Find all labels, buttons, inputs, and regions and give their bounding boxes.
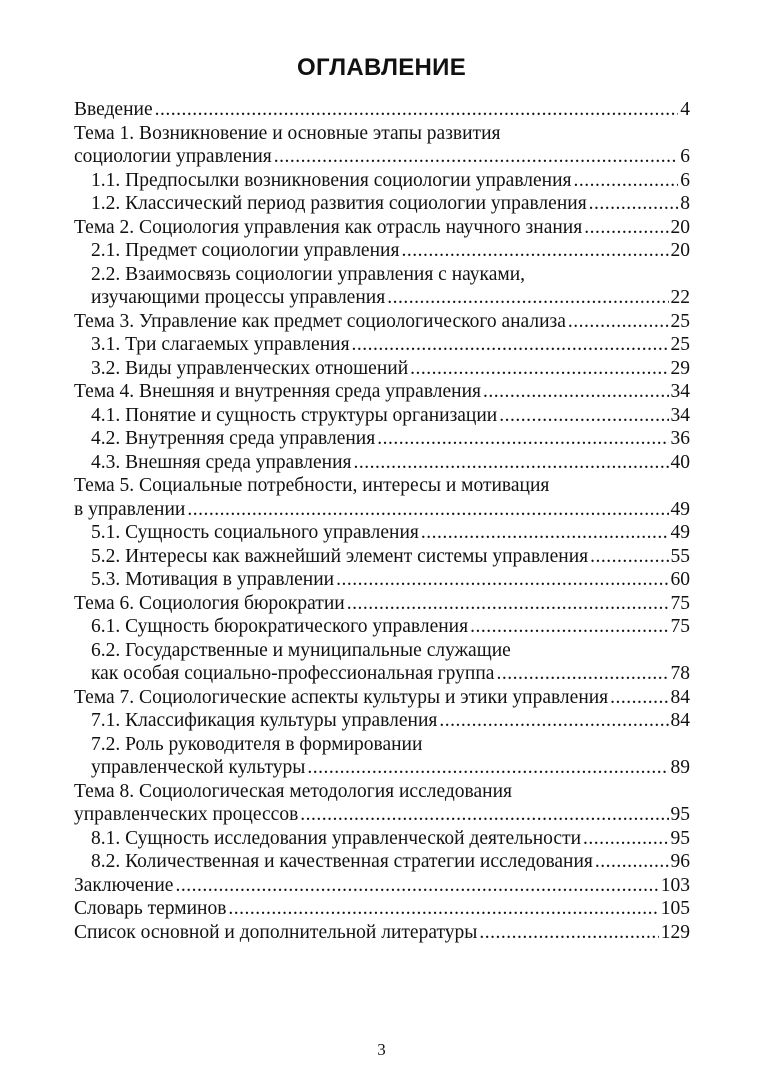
toc-entry-row xyxy=(74,897,690,921)
toc-entry-row xyxy=(74,310,690,334)
dot-leader xyxy=(401,239,668,263)
toc-entry-page: 49 xyxy=(670,498,690,520)
toc-entry xyxy=(74,780,690,827)
toc-entry xyxy=(74,216,690,240)
toc-entry-page: 36 xyxy=(670,428,690,449)
dot-leader xyxy=(496,662,668,686)
toc-entry-page: 20 xyxy=(670,240,690,261)
dot-leader xyxy=(377,427,668,451)
toc-entry-page: 49 xyxy=(670,522,690,543)
toc-entry-page: 96 xyxy=(670,851,690,872)
toc-entry-title: Тема 7. Социологические аспекты культуры и этики управления xyxy=(74,686,609,708)
toc-entry-title: 3.2. Виды управленческих отношений xyxy=(91,357,409,379)
toc-entry-row xyxy=(74,498,690,522)
toc-entry xyxy=(74,122,690,169)
toc-entry xyxy=(74,263,690,310)
toc-entry xyxy=(74,850,690,874)
dot-leader xyxy=(583,827,668,851)
dot-leader xyxy=(584,216,668,240)
toc-entry-title: управленческой культуры xyxy=(91,757,306,778)
dot-leader xyxy=(410,357,668,381)
dot-leader xyxy=(347,592,669,616)
toc-entry-page: 25 xyxy=(670,310,690,332)
toc-entry-title: как особая социально-профессиональная группа xyxy=(91,663,495,684)
toc-entry-page: 29 xyxy=(670,357,690,379)
toc-entry-title: 1.1. Предпосылки возникновения социологии управления xyxy=(91,169,572,191)
toc-entry-page: 95 xyxy=(670,804,690,825)
dot-leader xyxy=(175,874,658,898)
toc-entry-title: 8.2. Количественная и качественная стратегии исследования xyxy=(91,851,593,872)
toc-entry-title: Список основной и дополнительной литературы xyxy=(74,921,478,943)
toc-entry-title: Тема 4. Внешняя и внутренняя среда управления xyxy=(74,381,481,402)
toc-entry-title: 5.2. Интересы как важнейший элемент системы управления xyxy=(91,545,589,567)
page-title: ОГЛАВЛЕНИЕ xyxy=(296,54,467,81)
toc-entry xyxy=(74,827,690,851)
toc-entry xyxy=(74,451,690,475)
toc-entry-title-line: 7.2. Роль руководителя в формировании xyxy=(91,733,423,755)
toc-entry-row xyxy=(74,216,690,240)
toc-entry-row xyxy=(91,756,690,780)
toc-entry-page: 89 xyxy=(670,757,690,778)
dot-leader xyxy=(574,169,679,193)
toc-entry-page: 6 xyxy=(680,169,690,191)
toc-entry-row xyxy=(91,333,690,357)
toc-entry-title: изучающими процессы управления xyxy=(91,287,386,308)
dot-leader xyxy=(336,568,668,592)
dot-leader xyxy=(610,686,668,710)
toc-entry-page: 84 xyxy=(670,686,690,708)
toc-entry-title: Тема 2. Социология управления как отрасль научного знания xyxy=(74,216,583,238)
toc-entry-row xyxy=(91,827,690,851)
toc-entry-title: управленческих процессов xyxy=(74,804,299,825)
toc-entry-title: 3.1. Три слагаемых управления xyxy=(91,334,350,355)
toc-entry xyxy=(74,357,690,381)
toc-entry xyxy=(74,615,690,639)
toc-entry-page: 40 xyxy=(670,451,690,473)
toc-entry-page: 4 xyxy=(680,99,690,120)
toc-entry-row xyxy=(91,545,690,569)
toc-entry-page: 34 xyxy=(670,404,690,426)
toc-entry-row xyxy=(91,850,690,874)
toc-entry-page: 8 xyxy=(680,193,690,214)
toc-entry-page: 6 xyxy=(680,146,690,167)
toc-entry xyxy=(74,169,690,193)
dot-leader xyxy=(590,545,668,569)
dot-leader xyxy=(187,498,668,522)
toc-entry-title: Введение xyxy=(74,99,153,120)
toc-entry-title-line: Тема 5. Социальные потребности, интересы и мотивация xyxy=(74,475,550,496)
toc-entry xyxy=(74,897,690,921)
dot-leader xyxy=(155,98,679,122)
toc-entry-row xyxy=(74,98,690,122)
toc-entry-title: 8.1. Сущность исследования управленческой деятельности xyxy=(91,827,582,849)
toc-entry-row xyxy=(74,145,690,169)
toc-entry-row xyxy=(74,380,690,404)
toc-entry xyxy=(74,521,690,545)
toc-entry xyxy=(74,545,690,569)
toc-entry-row xyxy=(91,451,690,475)
toc-entry-title-line: 2.2. Взаимосвязь социологии управления с науками, xyxy=(91,263,526,285)
toc-entry-row xyxy=(74,686,690,710)
dot-leader xyxy=(300,803,668,827)
toc-entry xyxy=(74,592,690,616)
toc-entry xyxy=(74,921,690,945)
toc-entry-row xyxy=(91,427,690,451)
toc-entry-title: Тема 3. Управление как предмет социологического анализа xyxy=(74,310,566,332)
toc-entry-row xyxy=(91,709,690,733)
dot-leader xyxy=(479,921,658,945)
toc-entry-page: 55 xyxy=(670,545,690,567)
toc-entry-title: 4.1. Понятие и сущность структуры организации xyxy=(91,404,498,426)
toc-entry-row xyxy=(91,192,690,216)
toc-entry-page: 129 xyxy=(660,921,690,943)
toc-entry-page: 22 xyxy=(670,287,690,308)
toc-entry-row xyxy=(91,521,690,545)
page-number: 3 xyxy=(377,1040,386,1059)
toc-entry-title: 6.1. Сущность бюрократического управления xyxy=(91,616,469,637)
dot-leader xyxy=(228,897,658,921)
toc-entry xyxy=(74,310,690,334)
toc-entry-page: 60 xyxy=(670,569,690,590)
dot-leader xyxy=(307,756,668,780)
toc-entry xyxy=(74,733,690,780)
toc-entry xyxy=(74,98,690,122)
toc-entry-row xyxy=(74,921,690,945)
dot-leader xyxy=(499,404,668,428)
dot-leader xyxy=(470,615,668,639)
toc-entry xyxy=(74,239,690,263)
dot-leader xyxy=(439,709,668,733)
toc-entry-page: 75 xyxy=(670,616,690,637)
dot-leader xyxy=(354,451,669,475)
toc-entry-row xyxy=(91,404,690,428)
toc-entry-title: Заключение xyxy=(74,874,174,896)
toc-entry-page: 105 xyxy=(660,898,690,919)
dot-leader xyxy=(483,380,669,404)
dot-leader xyxy=(352,333,669,357)
toc-entry-row xyxy=(91,615,690,639)
toc-entry-title: 4.3. Внешняя среда управления xyxy=(91,451,352,473)
table-of-contents xyxy=(74,98,690,944)
toc-entry-page: 95 xyxy=(670,827,690,849)
toc-entry-page: 78 xyxy=(670,663,690,684)
toc-entry-row xyxy=(74,803,690,827)
toc-entry-title: 1.2. Классический период развития социологии управления xyxy=(91,193,587,214)
toc-entry-title: в управлении xyxy=(74,498,186,520)
toc-entry xyxy=(74,874,690,898)
toc-entry-title-line: 6.2. Государственные и муниципальные служащие xyxy=(91,639,511,661)
toc-entry-title: 2.1. Предмет социологии управления xyxy=(91,240,400,261)
toc-entry-title-line: Тема 8. Социологическая методология исследования xyxy=(74,780,512,802)
toc-entry-row xyxy=(91,568,690,592)
toc-entry-title: 5.1. Сущность социального управления xyxy=(91,522,419,543)
toc-entry-title: 7.1. Классификация культуры управления xyxy=(91,710,438,731)
dot-leader xyxy=(595,850,669,874)
toc-entry-title: Тема 6. Социология бюрократии xyxy=(74,592,345,614)
dot-leader xyxy=(421,521,669,545)
toc-entry-page: 103 xyxy=(660,874,690,896)
toc-entry-row xyxy=(91,662,690,686)
toc-entry xyxy=(74,568,690,592)
toc-entry-title-line: Тема 1. Возникновение и основные этапы развития xyxy=(74,122,501,144)
toc-entry-page: 25 xyxy=(670,334,690,355)
toc-entry-page: 20 xyxy=(670,216,690,238)
toc-entry xyxy=(74,686,690,710)
dot-leader xyxy=(589,192,679,216)
dot-leader xyxy=(387,286,668,310)
toc-entry-row xyxy=(74,592,690,616)
toc-entry-title: социологии управления xyxy=(74,146,272,167)
toc-entry-title: 5.3. Мотивация в управлении xyxy=(91,569,335,590)
toc-entry-page: 34 xyxy=(670,381,690,402)
toc-entry xyxy=(74,404,690,428)
toc-entry xyxy=(74,192,690,216)
toc-entry xyxy=(74,427,690,451)
toc-entry-title: Словарь терминов xyxy=(74,898,227,919)
toc-entry-row xyxy=(91,169,690,193)
toc-entry xyxy=(74,639,690,686)
dot-leader xyxy=(568,310,669,334)
toc-entry-row xyxy=(91,286,690,310)
toc-entry-title: 4.2. Внутренняя среда управления xyxy=(91,428,376,449)
toc-entry-row xyxy=(74,874,690,898)
toc-entry xyxy=(74,709,690,733)
toc-entry-page: 84 xyxy=(670,710,690,731)
dot-leader xyxy=(274,145,678,169)
toc-entry xyxy=(74,474,690,521)
toc-entry xyxy=(74,380,690,404)
toc-entry-row xyxy=(91,357,690,381)
toc-entry xyxy=(74,333,690,357)
toc-entry-row xyxy=(91,239,690,263)
toc-entry-page: 75 xyxy=(670,592,690,614)
